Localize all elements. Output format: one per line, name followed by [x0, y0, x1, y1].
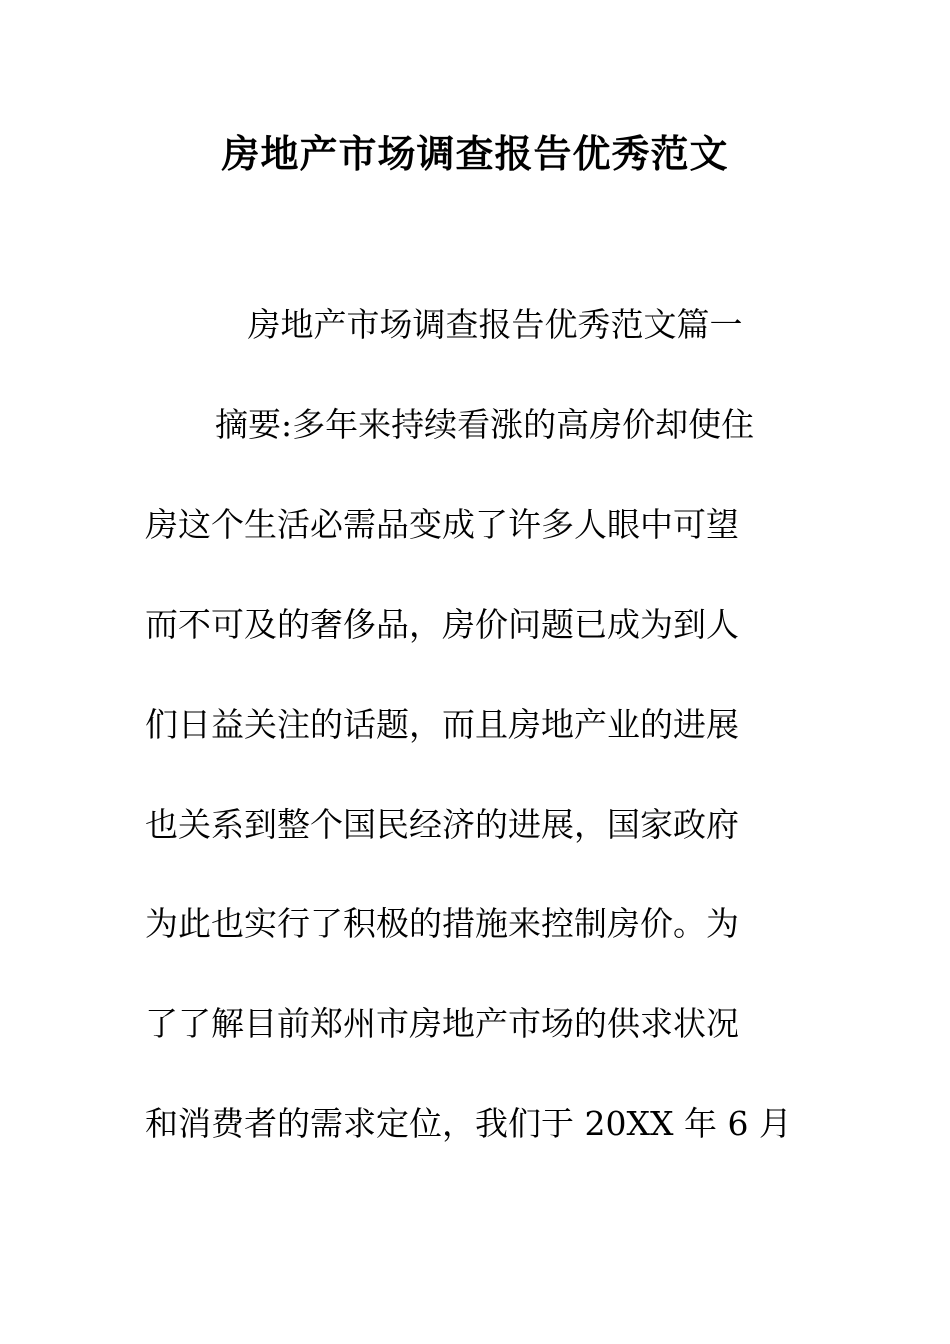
body-line: 摘要:多年来持续看涨的高房价却使住 — [215, 405, 755, 444]
body-line: 也关系到整个国民经济的进展，国家政府 — [145, 805, 739, 844]
body-line: 为此也实行了积极的措施来控制房价。为 — [145, 904, 739, 943]
body-line: 们日益关注的话题，而且房地产业的进展 — [145, 705, 739, 744]
body-line: 房这个生活必需品变成了许多人眼中可望 — [145, 505, 739, 544]
body-line: 而不可及的奢侈品，房价问题已成为到人 — [145, 605, 739, 644]
document-title: 房地产市场调查报告优秀范文 — [221, 131, 729, 176]
section-heading: 房地产市场调查报告优秀范文篇一 — [247, 305, 743, 344]
body-line: 和消费者的需求定位，我们于 20XX 年 6 月 — [145, 1104, 792, 1143]
body-line: 了了解目前郑州市房地产市场的供求状况 — [145, 1004, 739, 1043]
